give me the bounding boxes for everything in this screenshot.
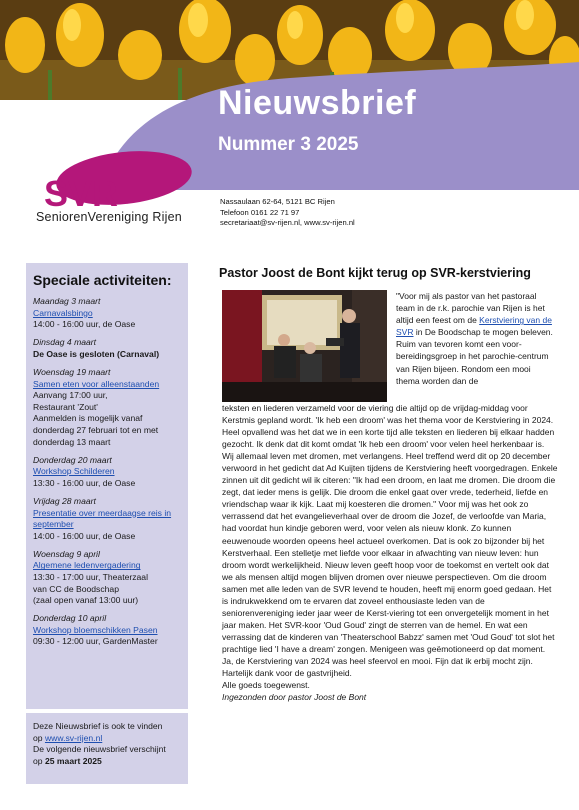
- event-item: [33, 296, 185, 331]
- lead-text: "Voor mij als pastor van het pastoraal team in de r.k. parochie van Rijen is het altijd een feest om de: [396, 291, 545, 326]
- event-date: Donderdag 20 maart: [33, 454, 112, 465]
- email-website-line: secretariaat@sv-rijen.nl, www.sv-rijen.nl: [220, 218, 355, 227]
- event-link-presentatie-reis[interactable]: Presentatie over meerdaagse reis in september: [33, 507, 172, 530]
- event-date: Woensdag 19 maart: [33, 366, 111, 377]
- newsletter-info-box: [26, 713, 188, 784]
- article-photo: [222, 290, 387, 402]
- kerstviering-link[interactable]: Kerstviering van de SVR: [396, 315, 552, 338]
- event-link-samen-eten[interactable]: Samen eten voor alleenstaanden: [33, 378, 160, 389]
- event-item: [33, 455, 185, 490]
- event-detail: 13:30 - 17:00 uur, Theaterzaal: [33, 571, 148, 582]
- article-credit: Ingezonden door pastor Joost de Bont: [222, 692, 367, 703]
- event-date: Maandag 3 maart: [33, 296, 101, 306]
- event-detail: donderdag 13 maart: [33, 436, 111, 447]
- event-item: [33, 613, 185, 648]
- event-link-bloemschikken[interactable]: Workshop bloemschikken Pasen: [33, 624, 158, 635]
- event-item: [33, 549, 185, 607]
- logo-mark: SVR: [44, 173, 119, 214]
- newsletter-title: Nieuwsbrief: [218, 84, 417, 122]
- event-detail: van CC de Boodschap: [33, 583, 119, 594]
- event-notice: De Oase is gesloten (Carnaval): [33, 348, 160, 359]
- info-line: [33, 756, 188, 768]
- article-closing: Alle goeds toegewenst.: [222, 680, 310, 691]
- info-line: De volgende nieuwsbrief verschijnt: [33, 744, 166, 755]
- info-prefix: op: [33, 732, 45, 743]
- event-link-carnavalsbingo[interactable]: Carnavalsbingo: [33, 307, 93, 318]
- event-link-workshop-schilderen[interactable]: Workshop Schilderen: [33, 466, 115, 477]
- event-detail: Aanmelden is mogelijk vanaf: [33, 413, 143, 424]
- event-detail: 14:00 - 16:00 uur, de Oase: [33, 530, 136, 541]
- sidebar-title: Speciale activiteiten:: [33, 272, 172, 288]
- event-date: Woensdag 9 april: [33, 548, 100, 559]
- event-date: Vrijdag 28 maart: [33, 495, 96, 506]
- address-line: Nassaulaan 62-64, 5121 BC Rijen: [220, 197, 335, 206]
- event-item: [33, 367, 185, 448]
- contact-address: [220, 197, 355, 229]
- event-detail: donderdag 27 februari tot en met: [33, 424, 159, 435]
- info-line: [33, 733, 188, 745]
- website-link[interactable]: www.sv-rijen.nl: [44, 732, 103, 743]
- event-detail: 13:30 - 16:00 uur, de Oase: [33, 477, 136, 488]
- issue-number: Nummer 3 2025: [218, 134, 359, 155]
- event-detail: Restaurant 'Zout': [33, 401, 98, 412]
- event-link-ledenvergadering[interactable]: Algemene ledenvergadering: [33, 560, 141, 571]
- event-date: Donderdag 10 april: [33, 613, 107, 624]
- next-issue-date: 25 maart 2025: [44, 755, 102, 766]
- logo-organization-name: SeniorenVereniging Rijen: [36, 210, 182, 224]
- article-paragraph: teksten en liederen verzameld voor de viering die altijd op de vrijdag-middag voor Kerstmis gepland wordt. 'Ik heb een droom' was het thema voor de Kerstviering in 2024. Heel opvallend was het dat we in een korte tijd alle teksten en liederen bij elkaar hadden gezocht. Ik denk dat dit komt omdat 'Ik heb een droom' voor velen heel herkenbaar is. Wij allemaal leven met dromen, met verlangens. Heel treffend werd dit op 20 december verwoord in het gedicht dat Ad Kuijten tijdens de Kerstviering heeft voorgedragen. Enkele zinnen uit dit gedicht wil ik citeren: "Ik had een droom, en laat me dromen. Die droom die zegt, dat ieder mens is gelijk. Die droom die enkel gaat over vrede, tederheid, liefde en vriendschap waar ik kijk. Laat mij koesteren die dromen." Voor mij was het ook zo verrassend dat het evangelieverhaal over de droom die Jozef, de verloofde van Maria, had voordat hun kindje geboren werd, voor velen als nieuw klonk. Zo kunnen eeuwenoude woorden opeens heel actueel overkomen. Dat is ook zo bijzonder bij het Kerstverhaal. Een stelletje met liefde voor elkaar in afwachting van nieuw leven: hun droom wordt werkelijkheid. Nieuw leven geeft hoop voor de toekomst en vertelt ook dat we als mensen altijd mogen blijven dromen over nieuwe perspectieven. Om die droom samen met alle leden van de SVR levend te houden, heeft mij enorm goed gedaan. Het is indrukwekkend om te ervaren dat zoveel enthousiaste leden van de seniorenvereniging ieder jaar weer de Kerst-viering tot een onvergetelijk moment in het jaar maken. Het SVR-koor 'Oud Goud' zingt de sterren van de hemel. En wat een verrassing dat de kinderen van 'Theaterschool Babzz' samen met 'Oud Goud' tot slot het prachtige lied 'I have a dream' zongen. Menigeen was geëmotioneerd op dat moment. Ja, de Kerstviering van 2024 was heel sfeervol en mooi. Fijn dat ik erbij mocht zijn. Hartelijk dank voor de gastvrijheid.: [222, 403, 558, 679]
- event-item: [33, 337, 185, 360]
- special-activities-sidebar: [26, 263, 188, 709]
- event-detail: 09:30 - 12:00 uur, GardenMaster: [33, 636, 158, 647]
- lead-text-continued: in De Boodschap te mogen beleven. Ruim van tevoren komt een voor-bereidingsgroep in het parochie-centrum van Rijen bijeen. Rondom een mooi thema worden dan de: [396, 327, 553, 386]
- event-detail: (zaal open vanaf 13:00 uur): [33, 595, 139, 606]
- phone-line: Telefoon 0161 22 71 97: [220, 207, 300, 217]
- event-item: [33, 496, 185, 542]
- article-lead: [396, 290, 556, 387]
- article-body: [222, 402, 558, 703]
- info-prefix: op: [33, 755, 45, 766]
- article-title: Pastor Joost de Bont kijkt terug op SVR-kerstviering: [219, 266, 531, 280]
- event-detail: Aanvang 17:00 uur,: [33, 390, 108, 401]
- event-detail: 14:00 - 16:00 uur, de Oase: [33, 319, 136, 330]
- info-line: Deze Nieuwsbrief is ook te vinden: [33, 721, 163, 731]
- events-list: [33, 296, 185, 655]
- event-date: Dinsdag 4 maart: [33, 337, 97, 348]
